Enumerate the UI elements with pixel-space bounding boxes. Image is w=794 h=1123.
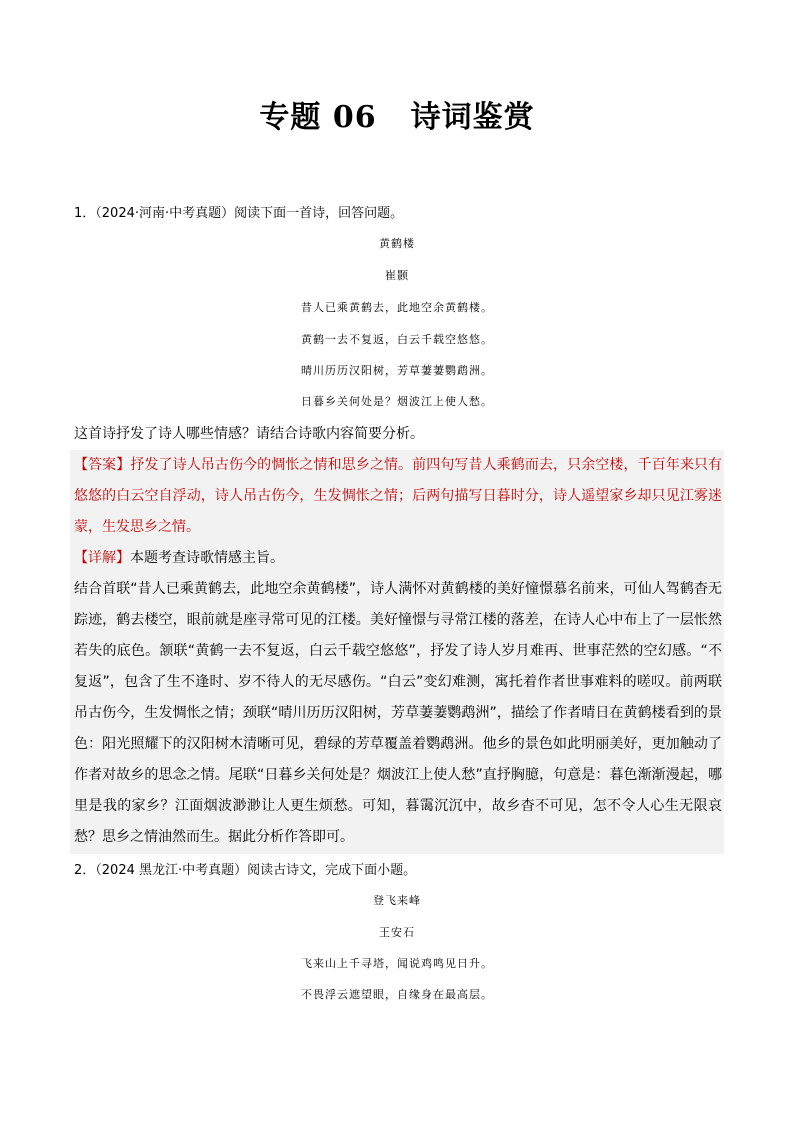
detail-intro: 本题考查诗歌情感主旨。 (130, 550, 284, 566)
detail-text: 结合首联“昔人已乘黄鹤去，此地空余黄鹤楼”，诗人满怀对黄鹤楼的美好憧憬慕名前来，可仙人驾鹤杳无踪迹，鹤去楼空，眼前就是座寻常可见的江楼。美好憧憬与寻常江楼的落差，在诗人心中布上了一层怅然若失的底色。颔联“黄鹤一去不复返，白云千载空悠悠”，抒发了诗人岁月难再、世事茫然的空幻感。“不复返”，包含了生不逢时、岁不待人的无尽感伤。“白云”变幻难测，寓托着作者世事难料的嗟叹。前两联吊古伤今，生发惆怅之情；颈联“晴川历历汉阳树，芳草萋萋鹦鹉洲”，描绘了作者晴日在黄鹤楼看到的景色：阳光照耀下的汉阳树木清晰可见，碧绿的芳草覆盖着鹦鹉洲。他乡的景色如此明丽美好，更加触动了作者对故乡的思念之情。尾联“日暮乡关何处是？烟波江上使人愁”直抒胸臆，句意是：暮色渐渐漫起，哪里是我的家乡？江面烟波渺渺让人更生烦愁。可知，暮霭沉沉中，故乡杳不可见，怎不令人心生无限哀愁？思乡之情油然而生。据此分析作答即可。 (74, 581, 722, 845)
title-part1: 专题 06 (259, 100, 377, 135)
question-1-prompt: 这首诗抒发了诗人哪些情感？请结合诗歌内容简要分析。 (74, 426, 424, 442)
poem-1-title: 黄鹤楼 (379, 237, 415, 250)
poem-2-line: 不畏浮云遮望眼，自缘身在最高层。 (301, 988, 493, 1001)
poem-1-line: 黄鹤一去不复返，白云千载空悠悠。 (301, 333, 493, 346)
question-1-header: 1．（2024·河南·中考真题）阅读下面一首诗，回答问题。 (74, 206, 404, 221)
answer-block (74, 450, 722, 543)
poem-2-title: 登飞来峰 (373, 894, 421, 907)
detail-tag: 【详解】 (74, 550, 130, 566)
poem-1-line: 日暮乡关何处是？烟波江上使人愁。 (301, 395, 493, 408)
question-2-header: 2．（2024 黑龙江·中考真题）阅读古诗文，完成下面小题。 (74, 863, 417, 878)
poem-1-author: 崔颢 (385, 269, 409, 282)
page-title (0, 92, 794, 136)
title-part2: 诗词鉴赏 (410, 100, 535, 135)
poem-1-line: 昔人已乘黄鹤去，此地空余黄鹤楼。 (301, 301, 493, 314)
poem-1-line: 晴川历历汉阳树，芳草萋萋鹦鹉洲。 (301, 364, 493, 377)
answer-text: 抒发了诗人吊古伤今的惆怅之情和思乡之情。前四句写昔人乘鹤而去，只余空楼，千百年来只有悠悠的白云空自浮动，诗人吊古伤今，生发惆怅之情；后两句描写日暮时分，诗人遥望家乡却只见江雾迷蒙，生发思乡之情。 (74, 457, 723, 535)
poem-2-author: 王安石 (379, 926, 415, 939)
poem-2-line: 飞来山上千寻塔，闻说鸡鸣见日升。 (301, 957, 493, 970)
detail-intro-block (74, 543, 722, 574)
answer-tag: 【答案】 (74, 457, 131, 473)
